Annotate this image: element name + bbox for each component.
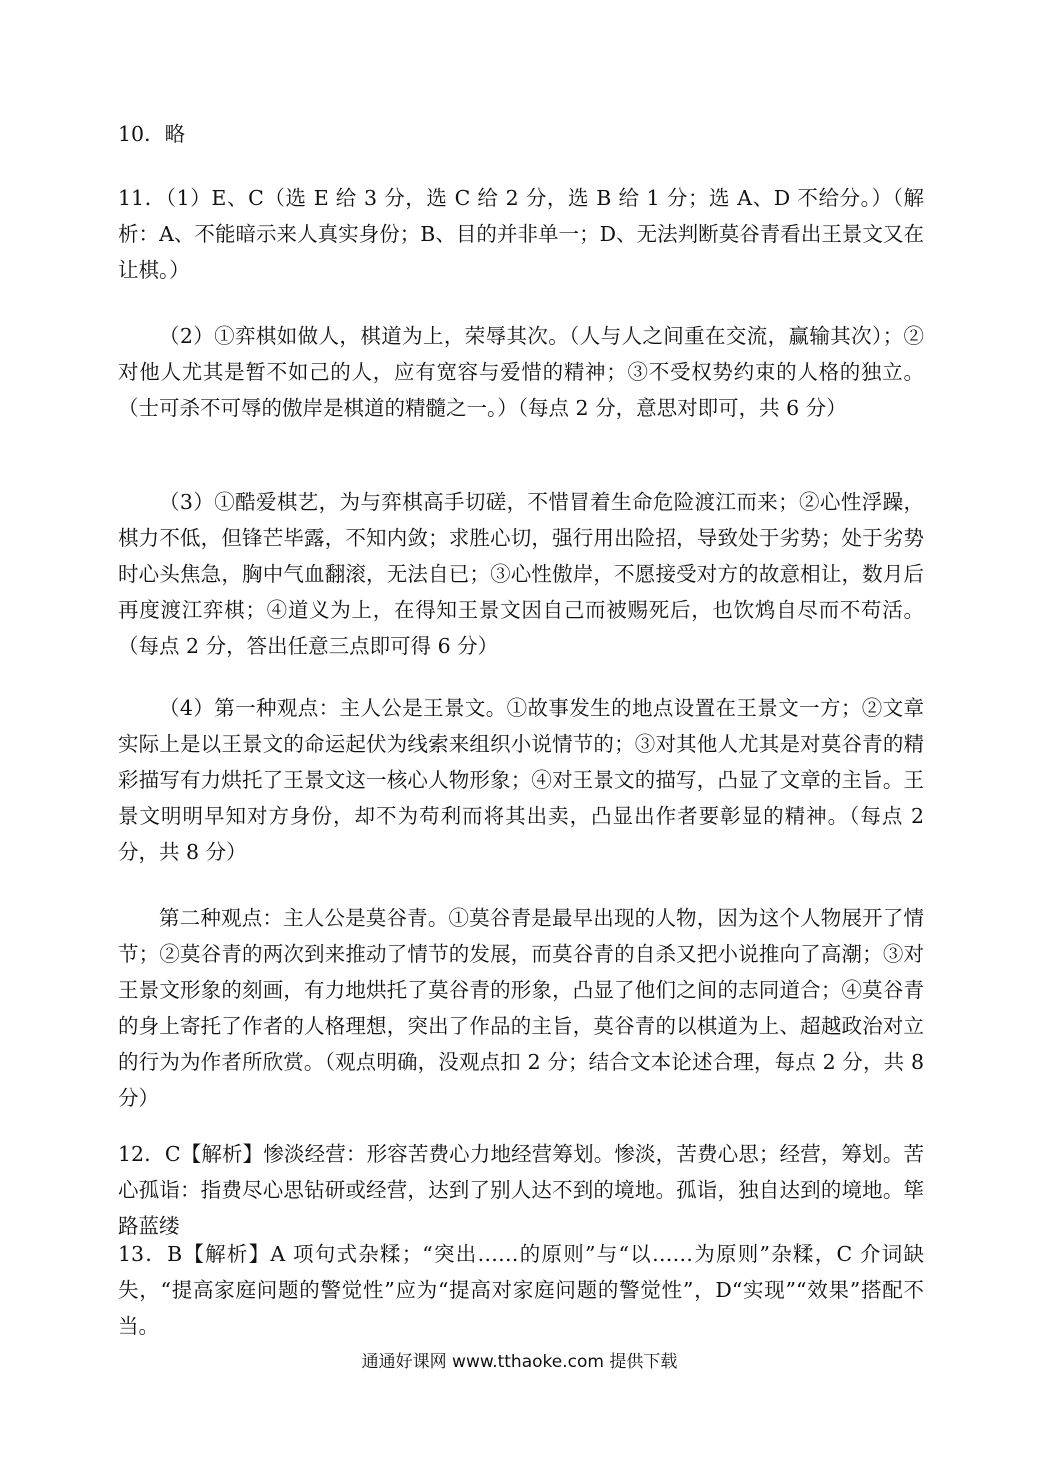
answer-11-part-4-view-2: 第二种观点：主人公是莫谷青。①莫谷青是最早出现的人物，因为这个人物展开了情节；②莫谷青的两次到来推动了情节的发展，而莫谷青的自杀又把小说推向了高潮；③对王景文形象的刻画，有力地烘托了莫谷青的形象，凸显了他们之间的志同道合；④莫谷青的身上寄托了作者的人格理想，突出了作品的主旨，莫谷青的以棋道为上、超越政治对立的行为为作者所欣赏。（观点明确，没观点扣 2 分；结合文本论述合理，每点 2 分，共 8 分） — [118, 906, 924, 1110]
page-footer: 通通好课网 www.tthaoke.com 提供下载 — [361, 1352, 678, 1372]
answer-11-part-2: （2）①弈棋如做人，棋道为上，荣辱其次。（人与人之间重在交流，赢输其次）；②对他人尤其是暂不如己的人，应有宽容与爱惜的精神；③不受权势约束的人格的独立。（士可杀不可辱的傲岸是棋道的精髓之一。）（每点 2 分，意思对即可，共 6 分） — [118, 324, 924, 420]
answer-11-part-3: （3）①酷爱棋艺，为与弈棋高手切磋，不惜冒着生命危险渡江而来；②心性浮躁，棋力不低，但锋芒毕露，不知内敛；求胜心切，强行用出险招，导致处于劣势；处于劣势时心头焦急，胸中气血翻滚，无法自已；③心性傲岸，不愿接受对方的故意相让，数月后再度渡江弈棋；④道义为上，在得知王景文因自己而被赐死后，也饮鸩自尽而不苟活。（每点 2 分，答出任意三点即可得 6 分） — [118, 490, 924, 658]
answer-10: 10．略 — [118, 122, 186, 146]
answer-13: 13．B【解析】A 项句式杂糅；“突出……的原则”与“以……为原则”杂糅，C 介词缺失，“提高家庭问题的警觉性”应为“提高对家庭问题的警觉性”，D“实现”“效果”搭配不当。 — [118, 1242, 924, 1338]
answer-11-part-4-view-1: （4）第一种观点：主人公是王景文。①故事发生的地点设置在王景文一方；②文章实际上是以王景文的命运起伏为线索来组织小说情节的；③对其他人尤其是对莫谷青的精彩描写有力烘托了王景文这一核心人物形象；④对王景文的描写，凸显了文章的主旨。王景文明明早知对方身份，却不为苟利而将其出卖，凸显出作者要彰显的精神。（每点 2 分，共 8 分） — [118, 696, 924, 864]
answer-12: 12．C【解析】惨淡经营：形容苦费心力地经营筹划。惨淡，苦费心思；经营，筹划。苦心孤诣：指费尽心思钻研或经营，达到了别人达不到的境地。孤诣，独自达到的境地。筚路蓝缕 — [118, 1142, 924, 1238]
answer-11-part-1: 11．（1）E、C（选 E 给 3 分，选 C 给 2 分，选 B 给 1 分；选 A、D 不给分。）（解析：A、不能暗示来人真实身份；B、目的并非单一；D、无法判断莫谷青看出王景文又在让棋。） — [118, 186, 924, 282]
